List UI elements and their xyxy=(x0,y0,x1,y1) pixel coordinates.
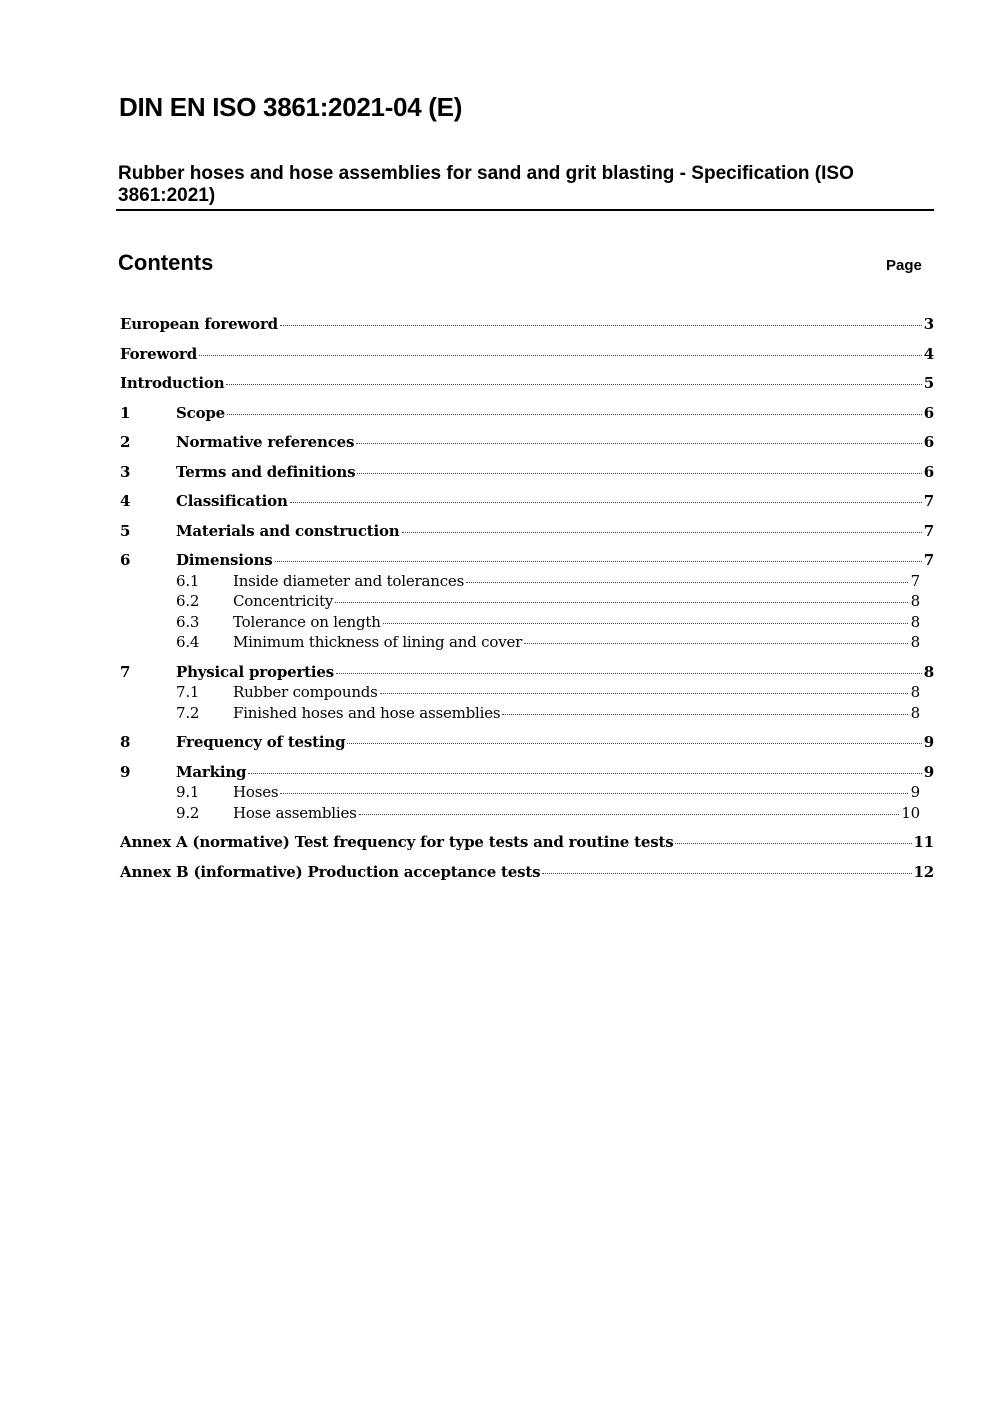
dot-leader xyxy=(290,490,922,503)
toc-entry[interactable] xyxy=(120,462,934,483)
toc-entry-page: 4 xyxy=(923,344,934,363)
toc-entry-title: Finished hoses and hose assemblies xyxy=(233,703,501,722)
toc-entry-number: 6.2 xyxy=(176,592,200,610)
toc-entry-title: Physical properties xyxy=(176,662,334,681)
toc-subentry[interactable] xyxy=(120,571,934,592)
toc-entry[interactable] xyxy=(120,432,934,453)
toc-entry-page: 7 xyxy=(910,571,920,590)
toc-group xyxy=(120,344,934,365)
toc-entry-number: 6 xyxy=(120,551,131,569)
toc-entry[interactable] xyxy=(120,521,934,542)
toc-entry[interactable] xyxy=(120,662,934,683)
toc-group xyxy=(120,862,934,883)
toc-subentry[interactable] xyxy=(120,591,934,612)
toc-group xyxy=(120,432,934,453)
toc-entry[interactable] xyxy=(120,314,934,335)
toc-entry-page: 11 xyxy=(913,833,934,851)
dot-leader xyxy=(502,702,908,715)
toc-entry-title: Concentricity xyxy=(233,592,334,610)
toc-entry[interactable] xyxy=(120,732,934,753)
toc-entry-number: 9.2 xyxy=(176,803,200,822)
toc-entry-page: 8 xyxy=(910,683,920,701)
toc-entry-title: Minimum thickness of lining and cover xyxy=(233,633,523,651)
toc-entry-number: 8 xyxy=(120,733,131,751)
toc-entry-page: 8 xyxy=(910,592,920,610)
toc-group xyxy=(120,462,934,483)
toc-entry-number: 3 xyxy=(120,462,131,481)
title-divider xyxy=(116,209,934,211)
toc-entry-number: 7 xyxy=(120,662,131,681)
toc-entry-page: 6 xyxy=(923,403,934,422)
toc-entry-number: 2 xyxy=(120,433,131,451)
toc-group xyxy=(120,550,934,653)
toc-group xyxy=(120,521,934,542)
toc-entry-title: Tolerance on length xyxy=(233,612,381,631)
toc-entry-title: European foreword xyxy=(120,315,278,333)
toc-entry-title: Normative references xyxy=(176,433,355,451)
toc-entry-page: 10 xyxy=(901,803,920,822)
toc-entry-page: 6 xyxy=(923,433,934,451)
toc-entry-number: 5 xyxy=(120,521,131,540)
toc-subentry[interactable] xyxy=(120,682,934,703)
toc-entry-title: Hose assemblies xyxy=(233,803,357,822)
page-column-label: Page xyxy=(886,257,922,274)
dot-leader xyxy=(280,781,908,794)
toc-entry-title: Foreword xyxy=(120,344,197,363)
dot-leader xyxy=(359,802,900,815)
dot-leader xyxy=(227,402,922,415)
toc-group xyxy=(120,762,934,824)
toc-subentry[interactable] xyxy=(120,612,934,633)
toc-entry-page: 8 xyxy=(910,612,920,631)
toc-entry-title: Dimensions xyxy=(176,551,273,569)
toc-entry-page: 7 xyxy=(923,492,934,510)
dot-leader xyxy=(275,549,922,562)
toc-entry[interactable] xyxy=(120,762,934,783)
toc-entry-page: 5 xyxy=(923,374,934,392)
toc-group xyxy=(120,403,934,424)
dot-leader xyxy=(675,831,911,844)
dot-leader xyxy=(336,661,922,674)
dot-leader xyxy=(199,343,922,356)
toc-entry[interactable] xyxy=(120,491,934,512)
dot-leader xyxy=(466,570,908,583)
toc-entry-page: 8 xyxy=(923,662,934,681)
document-subtitle: Rubber hoses and hose assemblies for sand and grit blasting - Specification (ISO 3861:2021) xyxy=(118,163,854,206)
toc-entry-page: 7 xyxy=(923,521,934,540)
toc-entry-number: 6.3 xyxy=(176,612,200,631)
toc-entry-title: Annex A (normative) Test frequency for type tests and routine tests xyxy=(120,833,674,851)
toc-entry-title: Marking xyxy=(176,762,247,781)
toc-entry-number: 6.1 xyxy=(176,571,200,590)
toc-group xyxy=(120,832,934,853)
toc-entry-page: 3 xyxy=(923,315,934,333)
dot-leader xyxy=(542,861,911,874)
toc-group xyxy=(120,732,934,753)
dot-leader xyxy=(383,611,908,624)
dot-leader xyxy=(226,372,921,385)
toc-entry-number: 7.1 xyxy=(176,683,200,701)
toc-entry-page: 8 xyxy=(910,703,920,722)
toc-entry-page: 9 xyxy=(923,733,934,751)
dot-leader xyxy=(347,731,921,744)
toc-entry-title: Rubber compounds xyxy=(233,683,378,701)
toc-entry[interactable] xyxy=(120,373,934,394)
toc-entry-title: Annex B (informative) Production acceptance tests xyxy=(120,862,541,881)
toc-entry-page: 6 xyxy=(923,462,934,481)
toc-entry-number: 9.1 xyxy=(176,783,200,801)
toc-entry-title: Hoses xyxy=(233,783,279,801)
document-title: DIN EN ISO 3861:2021-04 (E) xyxy=(119,92,463,122)
toc-entry[interactable] xyxy=(120,832,934,853)
dot-leader xyxy=(280,313,922,326)
toc-entry-title: Inside diameter and tolerances xyxy=(233,571,465,590)
toc-entry-page: 12 xyxy=(913,862,934,881)
dot-leader xyxy=(335,590,908,603)
toc-entry-title: Introduction xyxy=(120,374,225,392)
toc-entry[interactable] xyxy=(120,550,934,571)
toc-group xyxy=(120,491,934,512)
toc-entry-page: 7 xyxy=(923,551,934,569)
toc-entry[interactable] xyxy=(120,344,934,365)
toc-entry-number: 6.4 xyxy=(176,633,200,651)
toc-group xyxy=(120,662,934,724)
toc-entry-title: Materials and construction xyxy=(176,521,400,540)
toc-entry-number: 9 xyxy=(120,762,131,781)
dot-leader xyxy=(248,761,921,774)
toc-entry-number: 4 xyxy=(120,492,131,510)
toc-entry-number: 7.2 xyxy=(176,703,200,722)
toc-entry-title: Scope xyxy=(176,403,226,422)
toc-subentry[interactable] xyxy=(120,782,934,803)
toc-entry-page: 9 xyxy=(923,762,934,781)
dot-leader xyxy=(402,520,922,533)
toc-entry-title: Classification xyxy=(176,492,288,510)
table-of-contents xyxy=(120,314,934,891)
toc-subentry[interactable] xyxy=(120,703,934,724)
toc-subentry[interactable] xyxy=(120,803,934,824)
toc-entry-title: Frequency of testing xyxy=(176,733,346,751)
toc-subentry[interactable] xyxy=(120,632,934,653)
toc-entry-page: 9 xyxy=(910,783,920,801)
toc-entry[interactable] xyxy=(120,403,934,424)
dot-leader xyxy=(524,631,908,644)
dot-leader xyxy=(380,681,908,694)
toc-entry-page: 8 xyxy=(910,633,920,651)
toc-entry-title: Terms and definitions xyxy=(176,462,356,481)
toc-group xyxy=(120,373,934,394)
dot-leader xyxy=(356,431,922,444)
contents-heading: Contents xyxy=(118,250,214,275)
toc-entry-number: 1 xyxy=(120,403,131,422)
dot-leader xyxy=(357,461,921,474)
toc-group xyxy=(120,314,934,335)
toc-entry[interactable] xyxy=(120,862,934,883)
